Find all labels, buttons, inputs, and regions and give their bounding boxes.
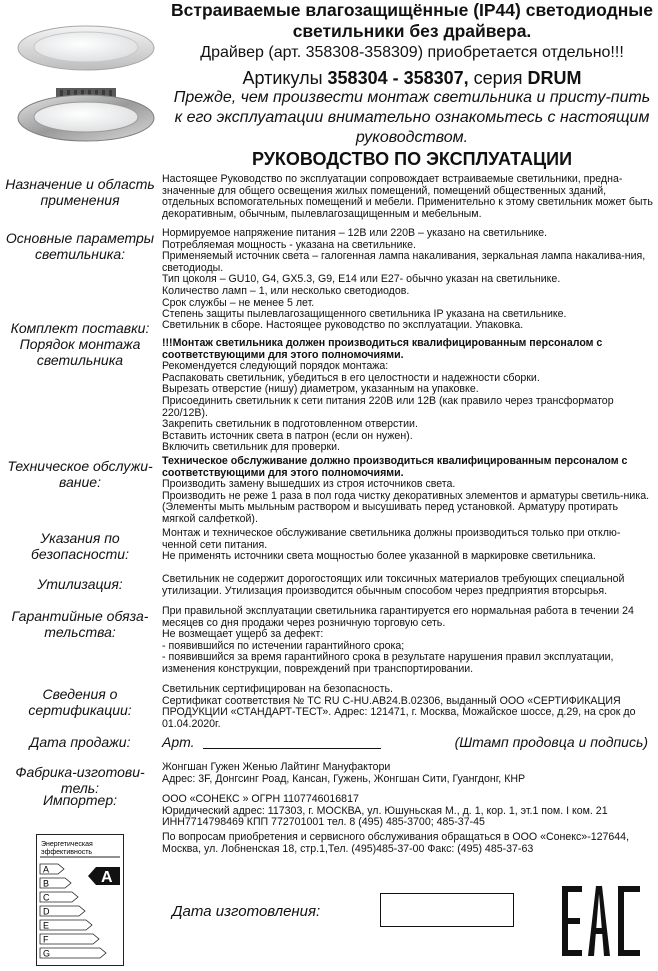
energy-title-2: эффективность	[41, 849, 93, 856]
stamp-label: (Штамп продовца и подпись)	[454, 734, 648, 750]
safety-section	[4, 526, 654, 572]
importer-section	[4, 792, 654, 830]
section-text: По вопросам приобретения и сервисного обслуживания обращаться в ООО «Сонекс»-127644, Москва, ул. Лобненская 18, стр.1,Тел. (495)485-37-00 Факс: (495) 485-37-63	[162, 831, 630, 855]
energy-title-1: Энергетическая	[41, 841, 93, 848]
svg-text:A: A	[101, 869, 113, 886]
service-section	[4, 454, 654, 526]
warranty-section	[4, 604, 654, 682]
section-label: Основные параметры светильника:	[5, 230, 155, 262]
section-text: Монтаж и техническое обслуживание светильника должны производиться только при отклю-ченной сети питания. Не применять источники света мощностью более указанной в маркировке светильника.	[162, 527, 621, 563]
section-text: ООО «СОНЕКС » ОГРН 1107746016817 Юридический адрес: 117303, г. МОСКВА, ул. Юшуньская М., д. 1, кор. 1, эт.1 пом. I ком. 21 ИНН7714798469 КПП 772701001 тел. 8 (495) 485-3700; 485-37-45	[162, 793, 608, 829]
section-text: При правильной эксплуатации светильника гарантируется его нормальная работа в течении 24 месяцев со дня продажи через розничную торговую сеть. Не возмещает ущерб за дефект: - появившийся по истечении гарантийного срока; - появившийся за время гарантийного срока в результате нарушения правил эксплуатации, изменения конструкции, повреждений при транспортировании.	[162, 605, 634, 675]
disposal-section	[4, 572, 654, 604]
eac-logo	[560, 882, 644, 960]
purpose-section	[4, 172, 654, 226]
section-label: Техническое обслужи-вание:	[7, 458, 153, 490]
section-text: !!!Монтаж светильника должен производиться квалифицированным персоналом с соответствующими для этого полномочиями. Рекомендуется следующий порядок монтажа: Распаковать светильник, убедиться в его целостности и надежности сборки. Вырезать отверстие (нишу) диаметром, указанным на упаковке. Присоединить светильник к сети питания 220В или 12В (как правило через трансформатор 220/12В). Закрепить светильник в подготовленном отверстии. Вставить источник света в патрон (если он нужен). Включить светильник для проверки.	[162, 337, 614, 454]
params-section	[4, 226, 654, 321]
section-text: Светильник не содержит дорогостоящих или токсичных материалов требующих специальной утилизации. Утилизация производится обычным способом через предприятия вторсырья.	[162, 573, 625, 597]
product-title: Встраиваемые влагозащищённые (IP44) светодиодные светильники без драйвера.	[171, 0, 653, 41]
svg-text:B: B	[43, 878, 50, 889]
energy-class-f	[40, 934, 99, 945]
article-field[interactable]	[203, 736, 381, 749]
mounting-section	[4, 336, 654, 454]
section-label: Гарантийные обяза-тельства:	[11, 608, 149, 640]
articles-line: Артикулы 358304 - 358307, серия DRUM	[242, 68, 582, 88]
section-text: Техническое обслуживание должно производиться квалифицированным персоналом с соответствующими для этого полномочиями. Производить замену вышедших из строя источников света. Производить не реже 1 раза в пол года чистку декоративных элементов и арматуры светиль-ника. (Элементы мыть мыльным раствором и высушивать перед установкой. Арматуру протирать мягкой салфеткой).	[162, 455, 650, 525]
section-label: Импортер:	[42, 792, 117, 808]
manufacturer-section	[4, 760, 654, 796]
energy-class-d	[40, 906, 85, 917]
sections	[4, 172, 654, 856]
svg-text:E: E	[43, 920, 50, 931]
svg-text:A: A	[43, 864, 50, 875]
kit-section	[4, 318, 654, 336]
section-label: Указания по безопасности:	[31, 530, 129, 562]
section-text: Настоящее Руководство по эксплуатации сопровождает встраиваемые светильники, предна-значенные для общего освещения жилых помещений, помещений общественных зданий, отдельных вспомогательных помещений и мебели. Применительно к этому светильник может быть декоративным, обычным, пылевлагозащищенным и мебельным.	[162, 173, 653, 220]
section-label: Фабрика-изготови-тель:	[15, 764, 145, 796]
certification-section	[4, 682, 654, 730]
section-text: Светильник сертифицирован на безопасность. Сертификат соответствия № ТС RU C-HU.AB24.B.02306, выданный ООО «СЕРТИФИКАЦИЯ ПРОДУКЦИИ «СТАНДАРТ-ТЕСТ». Адрес: 121471, г. Москва, Можайское шоссе, д.29, на срок до 01.04.2020г.	[162, 683, 636, 730]
section-text: Светильник в сборе. Настоящее руководство по эксплуатации. Упаковка.	[162, 319, 524, 331]
manufacture-date-field[interactable]	[380, 893, 514, 927]
section-text: Жонгшан Гужен Женью Лайтинг Мануфактори Адрес: 3F, Донгсинг Роад, Кансан, Гужень, Жонгшан Сити, Гуангдонг, КНР	[162, 761, 526, 785]
article-label: Арт.	[162, 734, 195, 750]
driver-note: Драйвер (арт. 358308-358309) приобретается отдельно!!!	[200, 44, 624, 61]
energy-label	[36, 834, 124, 966]
section-text: Нормируемое напряжение питания – 12В или 220В – указано на светильнике. Потребляемая мощность - указана на светильнике. Применяемый источник света – галогенная лампа накаливания, зеркальная лампа накалива-ния, светодиоды. Тип цоколя – GU10, G4, GX5.3, G9, E14 или E27- обычно указан на светильнике. Количество ламп – 1, или несколько светодиодов. Срок службы – не менее 5 лет. Степень защиты пылевлагозащищенного светильника IP указана на светильнике.	[162, 227, 646, 321]
section-label: Порядок монтажа светильника	[19, 336, 141, 368]
svg-text:F: F	[43, 934, 49, 945]
section-label: Комплект поставки:	[10, 320, 150, 336]
energy-class-c	[40, 892, 78, 903]
energy-class-e	[40, 920, 92, 931]
energy-class-g	[40, 948, 106, 959]
sale-date-fields	[162, 730, 654, 750]
product-image	[10, 4, 162, 150]
svg-text:C: C	[43, 892, 50, 903]
section-label: Дата продажи:	[29, 734, 131, 750]
svg-text:G: G	[43, 948, 51, 959]
section-label: Утилизация:	[37, 576, 123, 592]
svg-text:D: D	[43, 906, 50, 917]
manufacture-date-label: Дата изготовления:	[172, 903, 321, 920]
sale-date-section	[4, 730, 654, 760]
section-label: Назначение и область применения	[5, 176, 155, 208]
warning-text: Прежде, чем произвести монтаж светильника и присту-пить к его эксплуатации внимательно ознакомьтесь с настоящим руководством.	[173, 89, 651, 146]
energy-class-b	[40, 878, 71, 889]
section-label: Сведения о сертификации:	[28, 686, 132, 718]
manual-title: РУКОВОДСТВО ПО ЭКСПЛУАТАЦИИ	[251, 149, 573, 169]
